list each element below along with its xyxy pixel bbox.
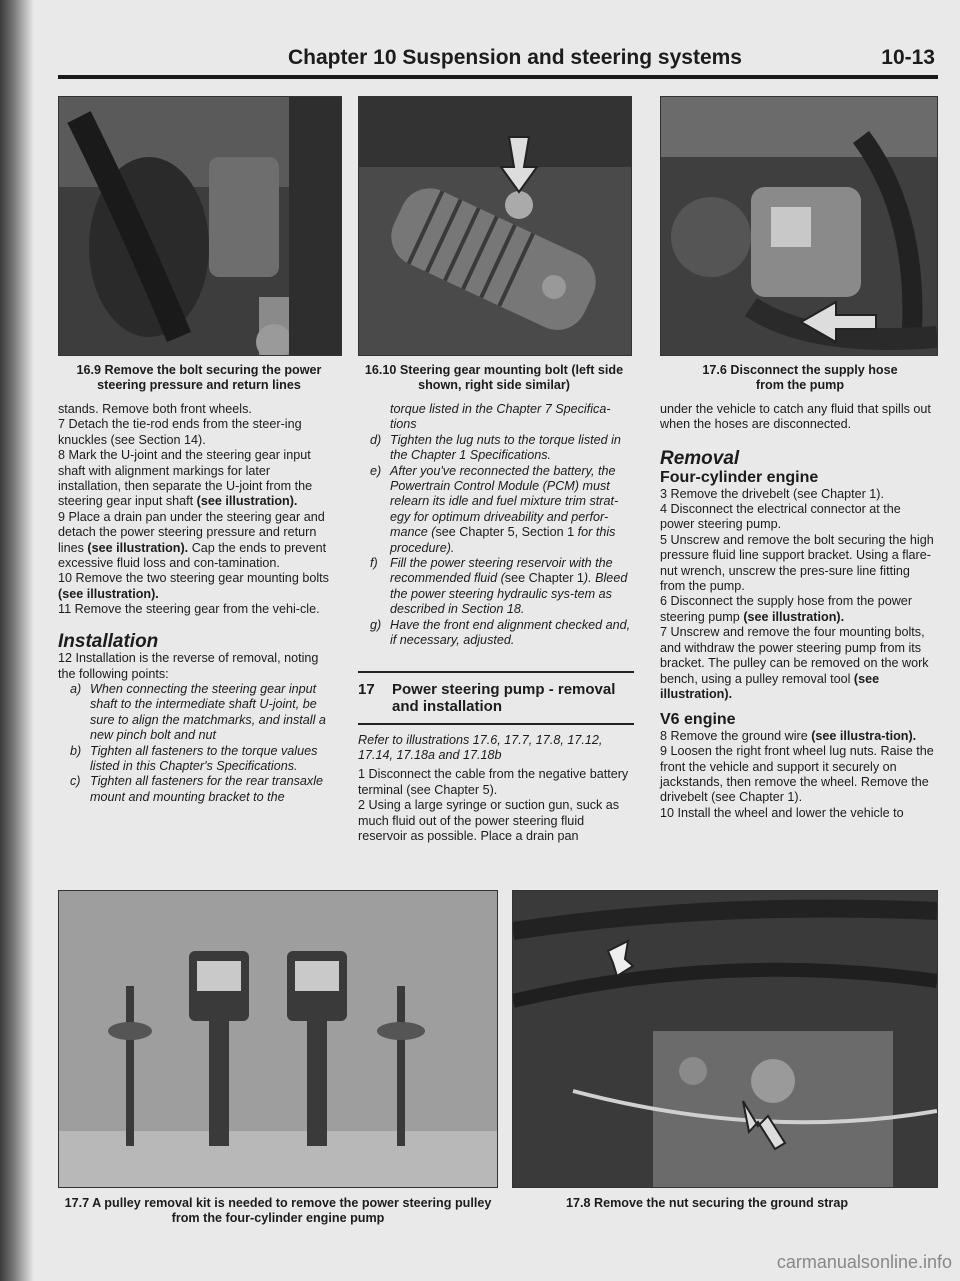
photo-17-8 — [512, 890, 938, 1188]
caption-17-8: 17.8 Remove the nut securing the ground strap — [566, 1196, 849, 1210]
watermark-site-link[interactable]: carmanualsonline.info — [776, 1252, 952, 1272]
paragraph: 11 Remove the steering gear from the vehi-cle. — [58, 602, 320, 617]
paragraph: 4 Disconnect the electrical connector at the power steering pump. — [660, 502, 901, 532]
photo-17-7 — [58, 890, 498, 1188]
paragraph: 9 Loosen the right front wheel lug nuts. Raise the front the vehicle and support it securely on jackstands, then remove the wheel. Remove the drivebelt (see Chapter 1). — [660, 744, 934, 805]
header-rule — [58, 75, 938, 79]
paragraph: under the vehicle to catch any fluid that spills out when the hoses are disconnected. — [660, 402, 931, 432]
list-item: d) Tighten the lug nuts to the torque listed in the Chapter 1 Specifications. — [370, 432, 621, 463]
paragraph: 7 Detach the tie-rod ends from the steer-ing knuckles (see Section 14). — [58, 417, 302, 447]
list-item: f) Fill the power steering reservoir with the recommended fluid (see Chapter 1). Bleed the power steering hydraulic sys-tem as described in Section 18. — [370, 556, 628, 617]
paragraph: 8 Mark the U-joint and the steering gear input shaft with alignment markings for later installation, then separate the U-joint from the steering gear input shaft (see illustration). — [58, 448, 313, 509]
photo-17-6 — [660, 96, 938, 356]
caption-16-9: 16.9 Remove the bolt securing the power steering pressure and return lines — [76, 363, 322, 392]
paragraph: 12 Installation is the reverse of removal, noting the following points: — [58, 651, 319, 681]
heading-v6: V6 engine — [660, 711, 736, 729]
heading-removal: Removal — [660, 447, 740, 469]
caption-16-10: 16.10 Steering gear mounting bolt (left side shown, right side similar) — [364, 363, 624, 392]
book-spine-shadow — [0, 0, 34, 1281]
paragraph: 9 Place a drain pan under the steering gear and detach the power steering pressure and return lines (see illustration). Cap the ends to prevent excessive fluid loss and con-tamination. — [58, 509, 327, 571]
list-item: a) When connecting the steering gear input shaft to the intermediate shaft U-joint, be sure to align the matchmarks, and install a new pinch bolt and nut — [70, 681, 326, 743]
paragraph: 3 Remove the drivebelt (see Chapter 1). — [660, 486, 885, 501]
list-item: e) After you've reconnected the battery, the Powertrain Control Module (PCM) must relearn its idle and fuel mixture trim strat-egy for optimum driveability and perfor-mance (see Chapter 5, Section 1 for this procedure). — [370, 463, 619, 555]
list-item: c) Tighten all fasteners for the rear transaxle mount and mounting bracket to the — [70, 774, 323, 804]
text-column-2 — [358, 402, 634, 844]
page-header — [60, 46, 935, 72]
text-column-1 — [58, 402, 336, 805]
paragraph: 7 Unscrew and remove the four mounting bolts, and withdraw the power steering pump from its bracket. The pulley can be removed on the work bench, using a pulley removal tool (see illustration). — [660, 625, 929, 701]
paragraph: 10 Install the wheel and lower the vehicle to — [660, 805, 904, 820]
heading-four-cylinder: Four-cylinder engine — [660, 469, 819, 487]
paragraph: 1 Disconnect the cable from the negative battery terminal (see Chapter 5). — [358, 767, 629, 797]
photo-16-10 — [358, 96, 632, 356]
list-item: g) Have the front end alignment checked and, if necessary, adjusted. — [370, 617, 631, 648]
heading-installation: Installation — [58, 630, 159, 652]
paragraph: 5 Unscrew and remove the bolt securing the high pressure fluid line support bracket. Using a flare-nut wrench, unscrew the pres-sure line fitting from the pump. — [660, 532, 934, 594]
paragraph: 8 Remove the ground wire (see illustra-tion). — [660, 728, 917, 743]
section-heading-17: 17 Power steering pump - removal and installation — [358, 671, 634, 725]
paragraph: 10 Remove the two steering gear mounting bolts (see illustration). — [58, 571, 329, 601]
illustration-reference: Refer to illustrations 17.6, 17.7, 17.8, 17.12, 17.14, 17.18a and 17.18b — [358, 732, 603, 762]
paragraph: 6 Disconnect the supply hose from the power steering pump (see illustration). — [660, 594, 913, 624]
caption-17-7: 17.7 A pulley removal kit is needed to remove the power steering pulley from the four-cylinder engine pump — [64, 1196, 492, 1225]
paragraph: stands. Remove both front wheels. — [58, 402, 252, 416]
list-item: torque listed in the Chapter 7 Specifica-tions — [390, 402, 611, 432]
photo-16-9 — [58, 96, 342, 356]
page-number: 10-13 — [881, 46, 935, 69]
caption-17-6: 17.6 Disconnect the supply hose from the pump — [702, 363, 898, 392]
list-item: b) Tighten all fasteners to the torque values listed in this Chapter's Specifications. — [70, 743, 318, 773]
paragraph: 2 Using a large syringe or suction gun, suck as much fluid out of the power steering fluid reservoir as possible. Place a drain pan — [358, 798, 620, 843]
text-column-3 — [660, 402, 936, 821]
chapter-title: Chapter 10 Suspension and steering systems — [288, 46, 742, 69]
